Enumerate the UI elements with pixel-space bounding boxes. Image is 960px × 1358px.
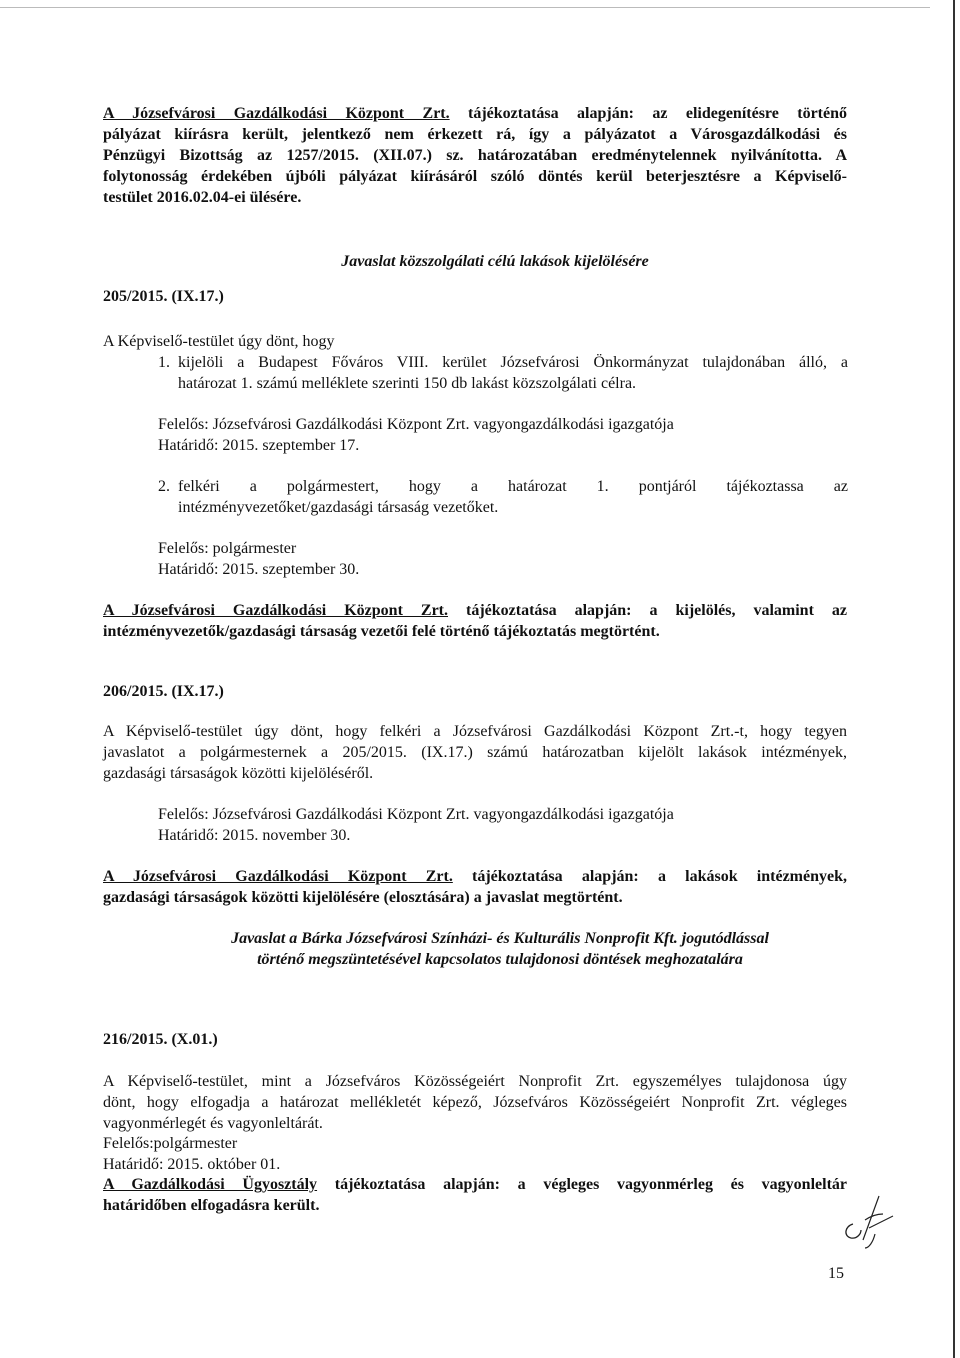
text-line: testület 2016.02.04-ei ülésére. bbox=[103, 189, 302, 206]
resolution-body bbox=[103, 1071, 847, 1134]
text-line: felkéri a polgármestert, hogy a határozat 1. pontjáról tájékoztassa az bbox=[178, 478, 848, 495]
text-line: folytonosság érdekében újbóli pályázat kiírásáról szóló döntés kerül beterjesztésre a Képviselő- bbox=[103, 168, 847, 185]
section-heading bbox=[103, 928, 847, 970]
handwritten-initials bbox=[835, 1190, 895, 1250]
resolution-intro: A Képviselő-testület úgy dönt, hogy bbox=[103, 333, 335, 350]
responsible-line: Felelős: Józsefvárosi Gazdálkodási Központ Zrt. vagyongazdálkodási igazgatója bbox=[158, 806, 674, 823]
org-name: A Józsefvárosi Gazdálkodási Központ Zrt. bbox=[103, 105, 450, 122]
text-fragment: tájékoztatása alapján: a lakások intézmények, bbox=[452, 868, 848, 885]
page-number: 15 bbox=[828, 1265, 844, 1282]
item-number: 1. bbox=[158, 354, 170, 371]
resolution-number: 216/2015. (X.01.) bbox=[103, 1031, 218, 1048]
deadline-line: Határidő: 2015. szeptember 17. bbox=[158, 437, 360, 454]
text-line: Pénzügyi Bizottság az 1257/2015. (XII.07.) sz. határozatában eredménytelennek nyilvánította. A bbox=[103, 147, 847, 164]
org-name: A Gazdálkodási Ügyosztály bbox=[103, 1176, 318, 1193]
responsible-line: Felelős: polgármester bbox=[158, 540, 297, 557]
text-line: gazdasági társaságok közötti kijelölésére (elosztására) a javaslat megtörtént. bbox=[103, 889, 623, 906]
heading-line: Javaslat a Bárka Józsefvárosi Színházi- és Kulturális Nonprofit Kft. jogutódlással bbox=[231, 930, 769, 947]
deadline-line: Határidő: 2015. október 01. bbox=[103, 1156, 281, 1173]
text-line: A Képviselő-testület úgy dönt, hogy felkéri a Józsefvárosi Gazdálkodási Központ Zrt.-t, hogy tegyen bbox=[103, 723, 847, 740]
text-fragment: tájékoztatása alapján: a végleges vagyonmérleg és vagyonleltár bbox=[317, 1176, 848, 1193]
section-heading: Javaslat közszolgálati célú lakások kijelölésére bbox=[341, 253, 649, 270]
text-line bbox=[103, 866, 847, 887]
info-paragraph-4 bbox=[103, 1174, 847, 1216]
text-line bbox=[103, 1174, 847, 1195]
responsible-line: Felelős:polgármester bbox=[103, 1135, 238, 1152]
scan-edge-right bbox=[953, 0, 955, 1358]
text-line: intézményvezetőket/gazdasági társaság vezetőket. bbox=[178, 499, 499, 516]
deadline-line: Határidő: 2015. november 30. bbox=[158, 827, 351, 844]
resolution-item-1 bbox=[158, 352, 848, 394]
text-line: javaslatot a polgármesternek a 205/2015. (IX.17.) számú határozatban kijelölt lakások intézmények, bbox=[103, 744, 847, 761]
text-line bbox=[103, 103, 847, 124]
resolution-body bbox=[103, 721, 847, 784]
text-line: pályázat kiírásra került, jelentkező nem érkezett rá, így a pályázatot a Városgazdálkodási és bbox=[103, 126, 847, 143]
text-fragment: tájékoztatása alapján: az elidegenítésre történő bbox=[449, 105, 848, 122]
responsible-line: Felelős: Józsefvárosi Gazdálkodási Központ Zrt. vagyongazdálkodási igazgatója bbox=[158, 416, 674, 433]
text-line bbox=[103, 600, 847, 621]
info-paragraph-2 bbox=[103, 600, 847, 642]
org-name: A Józsefvárosi Gazdálkodási Központ Zrt. bbox=[103, 868, 453, 885]
deadline-line: Határidő: 2015. szeptember 30. bbox=[158, 561, 360, 578]
text-line: határidőben elfogadásra került. bbox=[103, 1197, 320, 1214]
item-number: 2. bbox=[158, 478, 170, 495]
text-fragment: tájékoztatása alapján: a kijelölés, valamint az bbox=[448, 602, 848, 619]
text-line: intézményvezetők/gazdasági társaság vezetői felé történő tájékoztatás megtörtént. bbox=[103, 623, 660, 640]
text-line: kijelöli a Budapest Főváros VIII. kerület Józsefvárosi Önkormányzat tulajdonában álló, a bbox=[178, 354, 848, 371]
resolution-item-2 bbox=[158, 476, 848, 518]
heading-line: történő megszüntetésével kapcsolatos tulajdonosi döntések meghozatalára bbox=[257, 951, 743, 968]
resolution-number: 205/2015. (IX.17.) bbox=[103, 288, 224, 305]
text-line: gazdasági társaságok közötti kijelöléséről. bbox=[103, 765, 374, 782]
text-line: dönt, hogy elfogadja a határozat mellékletét képező, Józsefváros Közösségeiért Nonprofit Zrt. végleges bbox=[103, 1094, 847, 1111]
resolution-number: 206/2015. (IX.17.) bbox=[103, 683, 224, 700]
info-paragraph-3 bbox=[103, 866, 847, 908]
org-name: A Józsefvárosi Gazdálkodási Központ Zrt. bbox=[103, 602, 448, 619]
scan-edge-top bbox=[0, 7, 930, 8]
text-line: határozat 1. számú melléklete szerinti 150 db lakást közszolgálati célra. bbox=[178, 375, 637, 392]
text-line: A Képviselő-testület, mint a Józsefváros Közösségeiért Nonprofit Zrt. egyszemélyes tulajdonosa úgy bbox=[103, 1073, 847, 1090]
text-line: vagyonmérlegét és vagyonleltárát. bbox=[103, 1115, 323, 1132]
info-paragraph-1 bbox=[103, 103, 847, 208]
